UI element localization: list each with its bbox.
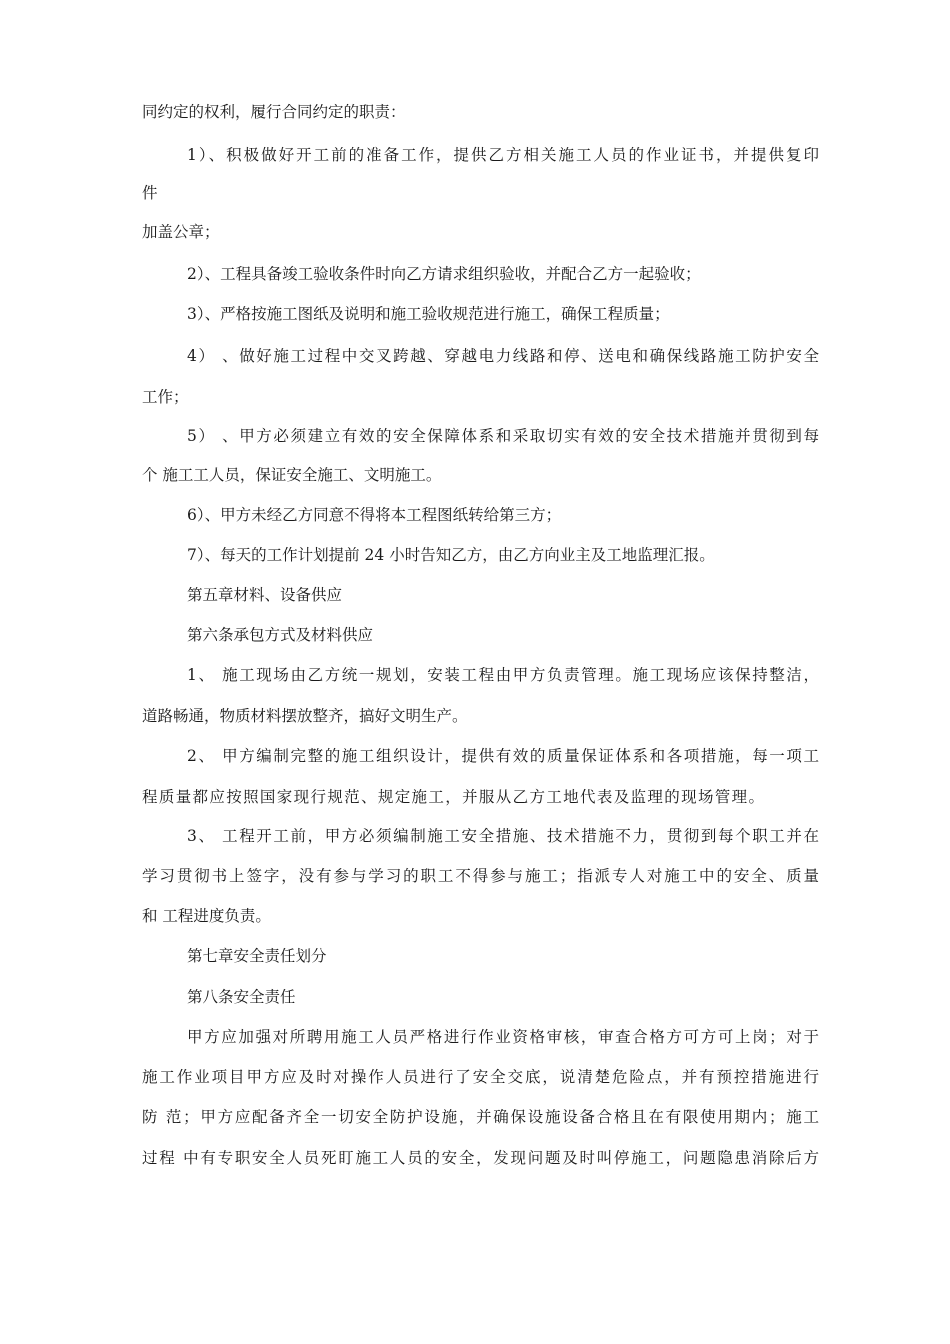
- text-line: 7）、每天的工作计划提前 24 小时告知乙方，由乙方向业主及工地监理汇报。: [187, 546, 715, 564]
- section-heading: 第六条承包方式及材料供应: [187, 626, 374, 644]
- text-line: 3）、严格按施工图纸及说明和施工验收规范进行施工，确保工程质量；: [187, 305, 670, 323]
- text-line: 3、 工程开工前，甲方必须编制施工安全措施、技术措施不力，贯彻到每个职工并在: [187, 827, 819, 845]
- text-line: 甲方应加强对所聘用施工人员严格进行作业资格审核，审查合格方可方可上岗；对于: [187, 1028, 819, 1046]
- section-heading: 第八条安全责任: [187, 988, 296, 1006]
- text-line: 4） 、做好施工过程中交叉跨越、穿越电力线路和停、送电和确保线路施工防护安全: [187, 347, 819, 365]
- text-line: 2）、工程具备竣工验收条件时向乙方请求组织验收，并配合乙方一起验收；: [187, 265, 701, 283]
- text-line: 6）、甲方未经乙方同意不得将本工程图纸转给第三方；: [187, 506, 562, 524]
- text-line: 防 范；甲方应配备齐全一切安全防护设施，并确保设施设备合格且在有限使用期内；施工: [142, 1108, 819, 1126]
- text-line: 程质量都应按照国家现行规范、规定施工，并服从乙方工地代表及监理的现场管理。: [142, 788, 764, 806]
- text-line: 同约定的权利，履行合同约定的职责：: [142, 103, 406, 121]
- text-line: 2、 甲方编制完整的施工组织设计，提供有效的质量保证体系和各项措施，每一项工: [187, 747, 819, 765]
- text-line: 学习贯彻书上签字，没有参与学习的职工不得参与施工；指派专人对施工中的安全、质量: [142, 867, 819, 885]
- text-line: 工作；: [142, 388, 189, 406]
- text-line: 施工作业项目甲方应及时对操作人员进行了安全交底，说清楚危险点，并有预控措施进行: [142, 1068, 819, 1086]
- text-line: 道路畅通，物质材料摆放整齐，搞好文明生产。: [142, 707, 468, 725]
- text-line: 和 工程进度负责。: [142, 907, 271, 925]
- text-line: 5） 、甲方必须建立有效的安全保障体系和采取切实有效的安全技术措施并贯彻到每: [187, 427, 819, 445]
- text-line: 1）、积极做好开工前的准备工作，提供乙方相关施工人员的作业证书，并提供复印: [187, 146, 819, 164]
- section-heading: 第五章材料、设备供应: [187, 586, 343, 604]
- text-line: 1、 施工现场由乙方统一规划，安装工程由甲方负责管理。施工现场应该保持整洁，: [187, 666, 819, 684]
- section-heading: 第七章安全责任划分: [187, 947, 327, 965]
- text-line: 加盖公章；: [142, 223, 220, 241]
- text-line: 个 施工工人员，保证安全施工、文明施工。: [142, 466, 442, 484]
- text-line: 件: [142, 184, 158, 202]
- text-line: 过程 中有专职安全人员死盯施工人员的安全，发现问题及时叫停施工，问题隐患消除后方: [142, 1149, 819, 1167]
